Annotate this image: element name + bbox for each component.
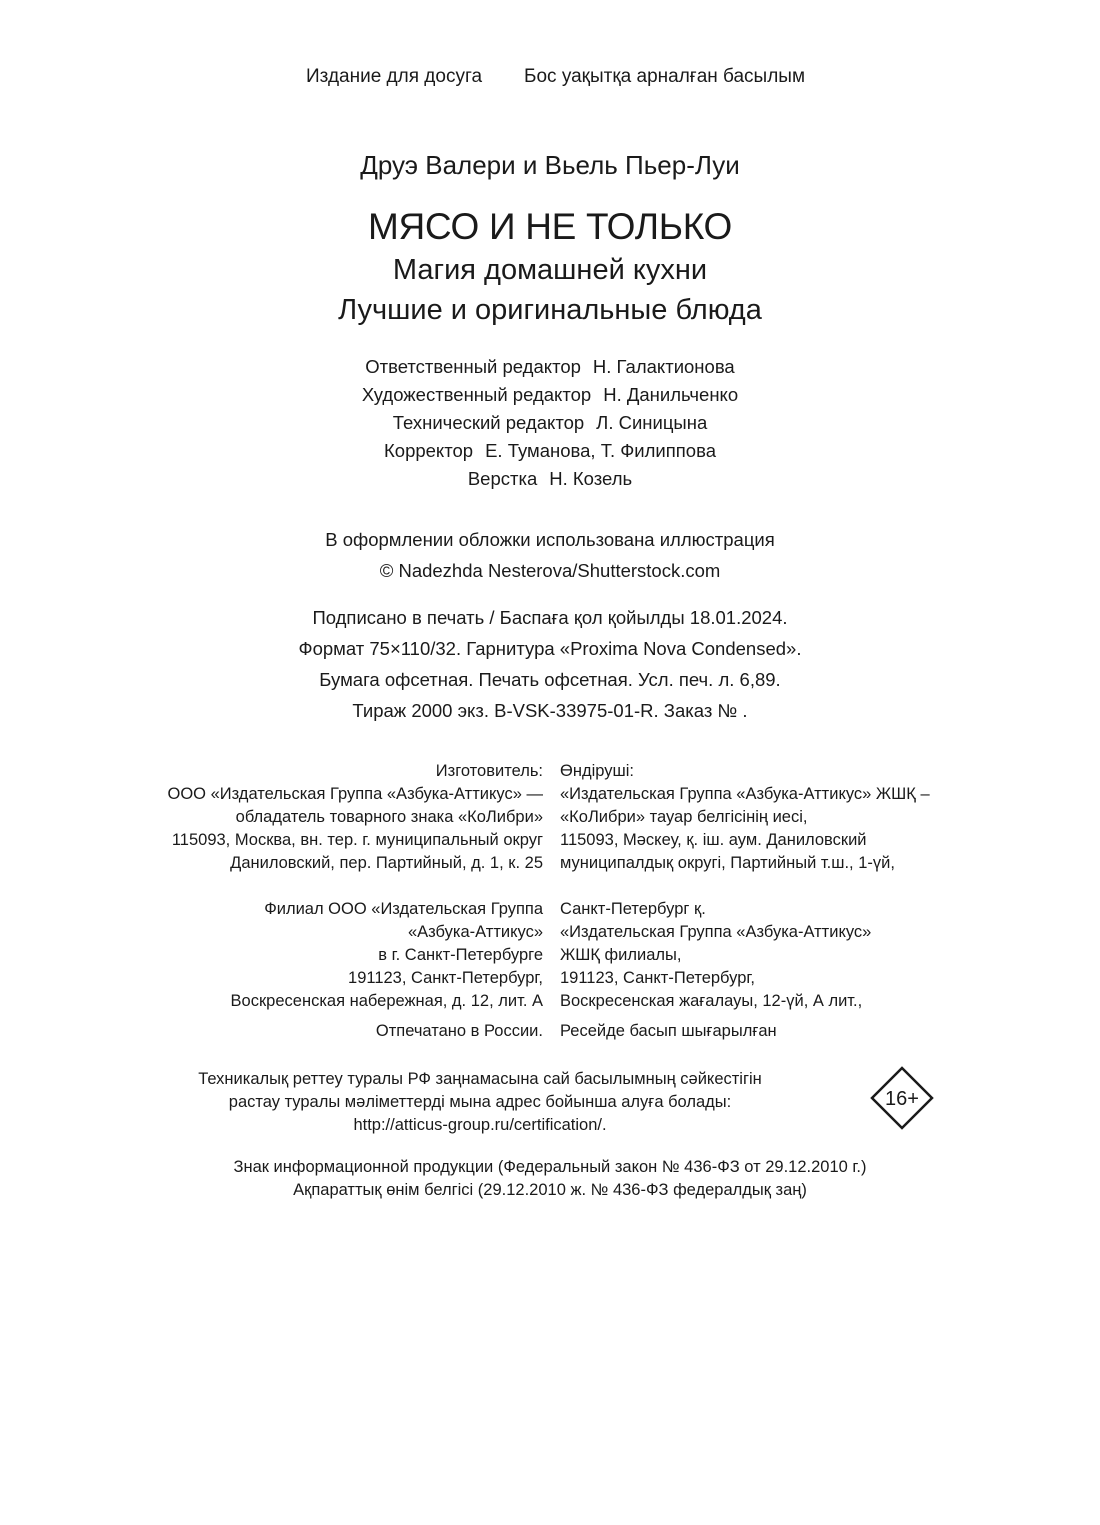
age-rating-diamond-icon xyxy=(870,1066,934,1130)
manufacturer-line: муниципалдық округі, Партийный т.ш., 1-үй, xyxy=(560,854,895,872)
manufacturer-ru xyxy=(167,760,543,875)
certification-url: http://atticus-group.ru/certification/. xyxy=(353,1116,607,1134)
credit-role: Технический редактор xyxy=(392,412,585,433)
branch-line: «Азбука-Аттикус» xyxy=(407,923,543,941)
credit-person: Н. Галактионова xyxy=(592,356,735,377)
certification-line: растау туралы мәліметтерді мына адрес бойынша алуға болады: xyxy=(228,1093,732,1111)
credit-row xyxy=(0,468,1100,490)
print-run: Тираж 2000 экз. B-VSK-33975-01-R. Заказ № . xyxy=(352,700,748,721)
print-paper: Бумага офсетная. Печать офсетная. Усл. печ. л. 6,89. xyxy=(319,669,781,690)
info-sign-kz: Ақпараттық өнім белгісі (29.12.2010 ж. № 436-ФЗ федералдық заң) xyxy=(293,1181,807,1199)
manufacturer-label: Өндіруші: xyxy=(560,762,634,780)
edition-type-ru: Издание для досуга xyxy=(306,66,483,87)
credit-person: Е. Туманова, Т. Филиппова xyxy=(485,440,716,461)
certification-note xyxy=(140,1068,820,1137)
edition-type-kz: Бос уақытқа арналған басылым xyxy=(524,66,806,87)
age-rating-label: 16+ xyxy=(885,1088,919,1110)
print-format: Формат 75×110/32. Гарнитура «Proxima Nova Condensed». xyxy=(298,638,802,659)
certification-line: Техникалық реттеу туралы РФ заңнамасына сай басылымның сәйкестігін xyxy=(198,1070,762,1088)
illustration-note: В оформлении обложки использована иллюстрация xyxy=(325,529,775,550)
manufacturer-label: Изготовитель: xyxy=(435,762,543,780)
credit-person: Н. Козель xyxy=(549,468,633,489)
book-subtitle-2: Лучшие и оригинальные блюда xyxy=(338,294,762,326)
manufacturer-line: обладатель товарного знака «КоЛибри» xyxy=(235,808,543,826)
credit-role: Художественный редактор xyxy=(361,384,592,405)
branch-line: Воскресенская жағалауы, 12-үй, А лит., xyxy=(560,992,863,1010)
branch-ru xyxy=(231,898,543,1013)
branch-line: 191123, Санкт-Петербург, xyxy=(348,969,543,987)
credit-role: Корректор xyxy=(384,440,474,461)
age-rating-badge xyxy=(870,1066,934,1130)
printed-in-ru: Отпечатано в России. xyxy=(375,1022,543,1040)
book-authors: Друэ Валери и Вьель Пьер-Луи xyxy=(360,150,740,180)
book-title: МЯСО И НЕ ТОЛЬКО xyxy=(367,206,733,247)
branch-line: «Издательская Группа «Азбука-Аттикус» xyxy=(560,923,872,941)
credit-role: Ответственный редактор xyxy=(365,356,581,377)
manufacturer-line: ООО «Издательская Группа «Азбука-Аттикус» — xyxy=(167,785,543,803)
manufacturer-kz xyxy=(560,760,930,875)
branch-line: 191123, Санкт-Петербург, xyxy=(560,969,755,987)
credit-row xyxy=(0,440,1100,462)
credit-row xyxy=(0,356,1100,378)
credit-row xyxy=(0,412,1100,434)
print-signed: Подписано в печать / Баспаға қол қойылды 18.01.2024. xyxy=(312,607,788,628)
credit-role: Верстка xyxy=(467,468,538,489)
branch-line: Филиал ООО «Издательская Группа xyxy=(264,900,543,918)
manufacturer-line: 115093, Мәскеу, қ. іш. аум. Даниловский xyxy=(560,831,867,849)
credit-row xyxy=(0,384,1100,406)
credit-person: Н. Данильченко xyxy=(603,384,739,405)
manufacturer-line: «КоЛибри» тауар белгісінің иесі, xyxy=(560,808,808,826)
illustration-credit: © Nadezhda Nesterova/Shutterstock.com xyxy=(379,560,721,581)
book-subtitle-1: Магия домашней кухни xyxy=(392,254,708,286)
branch-line: Санкт-Петербург қ. xyxy=(560,900,706,918)
manufacturer-line: 115093, Москва, вн. тер. г. муниципальный округ xyxy=(171,831,543,849)
manufacturer-line: «Издательская Группа «Азбука-Аттикус» ЖШҚ – xyxy=(560,785,930,803)
branch-line: Воскресенская набережная, д. 12, лит. А xyxy=(230,992,543,1010)
branch-line: в г. Санкт-Петербурге xyxy=(378,946,543,964)
printed-in-kz: Ресейде басып шығарылған xyxy=(560,1022,777,1040)
branch-kz xyxy=(560,898,871,1013)
branch-line: ЖШҚ филиалы, xyxy=(560,946,682,964)
manufacturer-line: Даниловский, пер. Партийный, д. 1, к. 25 xyxy=(230,854,543,872)
credit-person: Л. Синицына xyxy=(596,412,708,433)
info-sign-ru: Знак информационной продукции (Федеральный закон № 436-ФЗ от 29.12.2010 г.) xyxy=(233,1158,867,1176)
